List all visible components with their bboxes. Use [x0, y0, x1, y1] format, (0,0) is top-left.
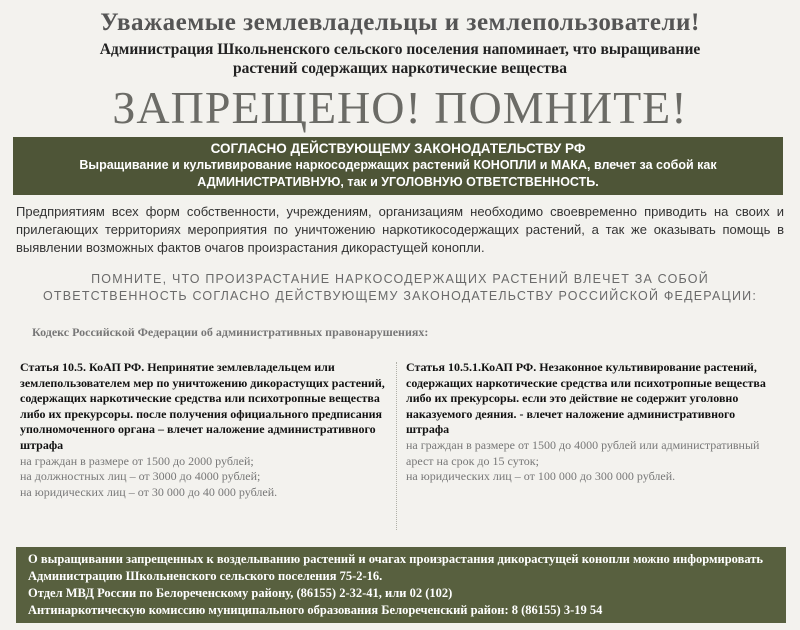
organizations-paragraph: Предприятиям всех форм собственности, учреждениям, организациям необходимо своевременно приводить на своих и прилегающих территориях мероприятия по уничтожению наркотикосодержащих растений, а так же оказывать помощь в выявлении возможных фактов очагов произрастания дикорастущей конопли. — [16, 204, 784, 255]
law-box-text: Выращивание и культивирование наркосодержащих растений КОНОПЛИ и МАКА, влечет за собой как АДМИНИСТРАТИВНУЮ, так и УГОЛОВНУЮ ОТВЕТСТВЕННОСТЬ. — [79, 158, 717, 189]
law-box — [13, 137, 783, 195]
article-10-5-1 — [406, 360, 778, 485]
article-10-5 — [20, 360, 392, 500]
footer-line-commission: Антинаркотическую комиссию муниципального образования Белореченский район: 8 (86155) 3-19 54 — [28, 603, 603, 617]
column-divider — [396, 362, 397, 530]
article-10-5-1-fine-legal: на юридических лиц – от 100 000 до 300 000 рублей. — [406, 469, 676, 484]
reminder-heading: ПОМНИТЕ, ЧТО ПРОИЗРАСТАНИЕ НАРКОСОДЕРЖАЩИХ РАСТЕНИЙ ВЛЕЧЕТ ЗА СОБОЙ ОТВЕТСТВЕННОСТЬ СОГЛАСНО ДЕЙСТВУЮЩЕМУ ЗАКОНОДАТЕЛЬСТВУ РОССИЙСКОЙ ФЕДЕРАЦИИ: — [42, 272, 758, 303]
law-box-title: СОГЛАСНО ДЕЙСТВУЮЩЕМУ ЗАКОНОДАТЕЛЬСТВУ РФ — [210, 141, 586, 156]
intro-line-1: Администрация Школьненского сельского поселения напоминает, что выращивание — [99, 41, 701, 58]
article-10-5-text: Статья 10.5. КоАП РФ. Непринятие землевладельцем или землепользователем мер по уничтожению дикорастущих растений, содержащих наркотические средства или психотропные вещества либо их прекурсоры. после получения официального предписания уполномоченного органа – влечет наложение административного штрафа — [20, 360, 385, 452]
intro-line-2: растений содержащих наркотические вещества — [232, 60, 567, 77]
intro-text — [20, 40, 780, 78]
banned-heading: ЗАПРЕЩЕНО! ПОМНИТЕ! — [112, 82, 688, 133]
footer-line-admin: О выращивании запрещенных к возделыванию растений и очагах произрастания дикорастущей конопли можно информировать Администрацию Школьненского сельского поселения 75-2-16. — [28, 552, 764, 583]
article-10-5-1-text: Статья 10.5.1.КоАП РФ. Незаконное культивирование растений, содержащих наркотические средства или психотропные вещества либо их прекурсоры. если это действие не содержит уголовно наказуемого деяния. - влечет наложение административного штрафа — [406, 360, 766, 437]
koap-title: Кодекс Российской Федерации об административных правонарушениях: — [32, 325, 429, 339]
contacts-footer — [16, 547, 786, 623]
article-10-5-fine-officials: на должностных лиц – от 3000 до 4000 рублей; — [20, 469, 261, 484]
article-10-5-fine-citizens: на граждан в размере от 1500 до 2000 рублей; — [20, 453, 254, 468]
article-10-5-1-fine-citizens: на граждан в размере от 1500 до 4000 рублей или административный арест на срок до 15 суток; — [406, 437, 760, 468]
poster-title: Уважаемые землевладельцы и землепользователи! — [100, 9, 700, 36]
article-10-5-fine-legal: на юридических лиц – от 30 000 до 40 000 рублей. — [20, 484, 278, 499]
footer-line-police: Отдел МВД России по Белореченскому району, (86155) 2-32-41, или 02 (102) — [28, 586, 453, 600]
